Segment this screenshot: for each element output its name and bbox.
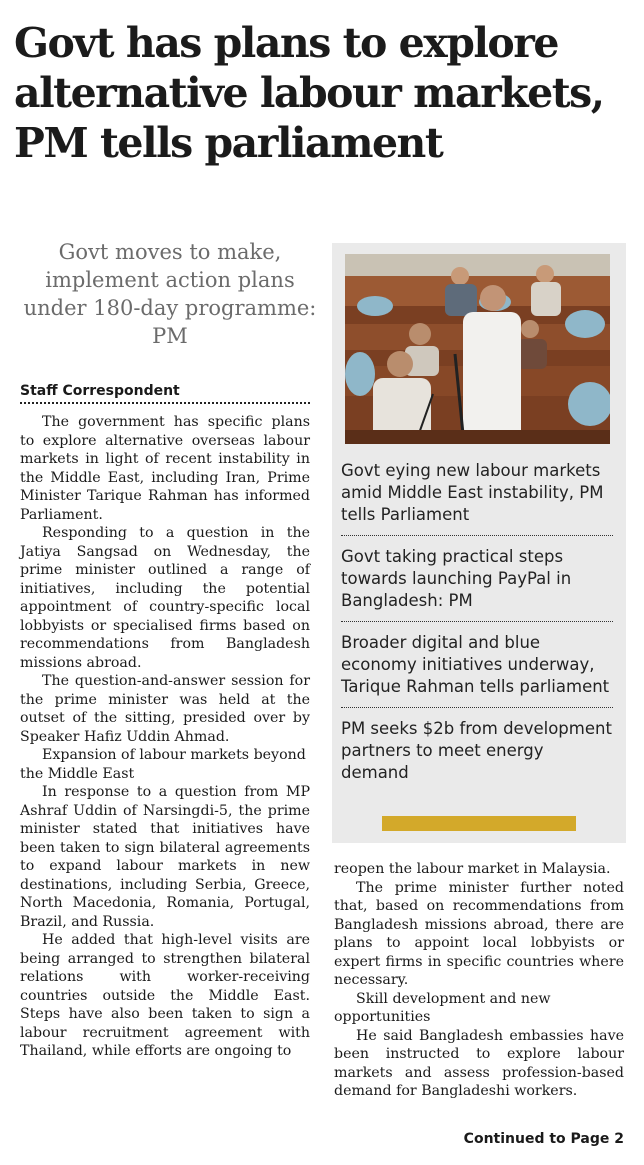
paragraph: Responding to a question in the Jatiya Sangsad on Wednesday, the prime minister outlined a range of initiatives, including the potential appointment of country-specific local lobbyists or specialised firms based on recommendations from Bangladesh missions abroad.	[20, 525, 310, 671]
paragraph: The prime minister further noted that, based on recommendations from Bangladesh missions abroad, there are plans to appoint local lobbyists or expert firms in specific countries where necessary.	[334, 879, 624, 988]
related-headline-link[interactable]: Govt eying new labour markets amid Middle East instability, PM tells Parliament	[341, 456, 613, 536]
section-subhead: Skill development and new opportunities	[334, 990, 551, 1025]
article-column-1	[20, 413, 310, 1061]
parliament-photo	[345, 254, 610, 444]
deck-subheadline: Govt moves to make, implement action plans under 180-day programme: PM	[23, 240, 317, 348]
paragraph: reopen the labour market in Malaysia.	[334, 861, 611, 877]
paragraph: The question-and-answer session for the prime minister was held at the outset of the sitting, presided over by Speaker Hafiz Uddin Ahmad.	[20, 673, 310, 745]
section-subhead: Expansion of labour markets beyond the Middle East	[20, 747, 306, 782]
related-headline-link[interactable]: Broader digital and blue economy initiatives underway, Tarique Rahman tells parliament	[341, 628, 613, 708]
related-headlines-list	[341, 456, 613, 799]
headline: Govt has plans to explore alternative labour markets, PM tells parliament	[14, 19, 604, 167]
paragraph: He said Bangladesh embassies have been instructed to explore labour markets and assess profession-based demand for Bangladeshi workers.	[334, 1027, 624, 1099]
paragraph: The government has specific plans to explore alternative overseas labour markets in light of recent instability in the Middle East, including Iran, Prime Minister Tarique Rahman has informed Parliament.	[20, 414, 310, 523]
accent-bar	[382, 816, 576, 831]
related-headline-link[interactable]: Govt taking practical steps towards launching PayPal in Bangladesh: PM	[341, 542, 613, 622]
article-column-2	[334, 860, 624, 1101]
related-headline-link[interactable]: PM seeks $2b from development partners to meet energy demand	[341, 719, 612, 782]
paragraph: He added that high-level visits are being arranged to strengthen bilateral relations with worker-receiving countries outside the Middle East. Steps have also been taken to sign a labour recruitment agreement with Thailand, while efforts are ongoing to	[20, 932, 310, 1059]
byline: Staff Correspondent	[20, 383, 310, 404]
continued-link[interactable]: Continued to Page 2	[463, 1131, 624, 1147]
paragraph: In response to a question from MP Ashraf Uddin of Narsingdi-5, the prime minister stated that initiatives have been taken to sign bilateral agreements to expand labour markets in new destinations, including Serbia, Greece, North Macedonia, Romania, Portugal, Brazil, and Russia.	[20, 784, 310, 930]
